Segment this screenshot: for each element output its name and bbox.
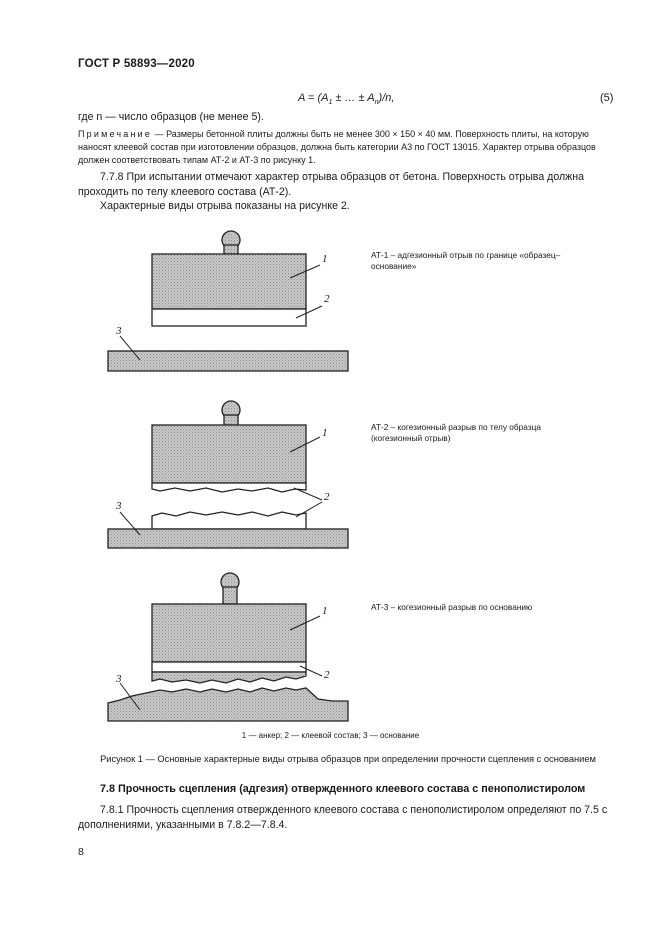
leader-2a	[294, 488, 322, 500]
paragraph-7-7-8: 7.7.8 При испытании отмечают характер отрыва образцов от бетона. Поверхность отрыва должна проходить по телу клеевого состава (АТ-2).	[78, 171, 584, 198]
num-2: 2	[324, 491, 330, 503]
label-at2: АТ-2 – когезионный разрыв по телу образца (когезионный отрыв)	[371, 422, 541, 443]
formula-open: (A	[317, 92, 329, 104]
label-at3: АТ-3 – когезионный разрыв по основанию	[371, 602, 533, 612]
sample-block	[152, 604, 306, 662]
num-2: 2	[324, 669, 330, 681]
figure-legend: 1 — анкер; 2 — клеевой состав; 3 — основание	[241, 731, 420, 740]
formula-number: (5)	[600, 92, 614, 104]
base-slab-damaged	[108, 688, 348, 721]
note-text: — Размеры бетонной плиты должны быть не менее 300 × 150 × 40 мм. Поверхность плиты, на которую наносят клеевой состав при изготовлении образцов, должна быть категории А3 по ГОСТ 13015. Характер отрыва образцов должен соответствовать типам АТ-2 и АТ-3 по рисунку 1.	[78, 129, 596, 165]
formula-eq: =	[308, 92, 315, 104]
sample-block	[152, 425, 306, 483]
num-2: 2	[324, 293, 330, 305]
page-number: 8	[78, 846, 84, 858]
base-slab	[108, 529, 348, 548]
formula-sub1: 1	[328, 99, 333, 107]
adhesive-lower-fragment	[152, 512, 306, 529]
adhesive-layer	[152, 309, 306, 326]
sample-block	[152, 254, 306, 309]
label-at1: АТ-1 – адгезионный отрыв по границе «образец–основание»	[371, 250, 561, 271]
note-word: Примечание	[78, 129, 153, 139]
formula-close: )/n,	[378, 92, 395, 104]
torn-base-fragment	[152, 672, 306, 683]
diagram-at3	[108, 573, 348, 721]
leader-2b	[296, 502, 322, 517]
num-3: 3	[116, 325, 122, 337]
diagram-at2	[108, 401, 348, 548]
adhesive-layer	[152, 662, 306, 672]
base-slab	[108, 351, 348, 371]
num-1: 1	[322, 253, 328, 265]
formula-lhs: A	[298, 92, 305, 104]
num-3: 3	[116, 500, 122, 512]
adhesive-upper-fragment	[152, 483, 306, 492]
anchor-stem	[223, 587, 237, 604]
num-1: 1	[322, 427, 328, 439]
figure-caption: Рисунок 1 — Основные характерные виды отрыва образцов при определении прочности сцепления с основанием	[100, 754, 596, 764]
document-header: ГОСТ Р 58893—2020	[78, 58, 195, 70]
anchor-stem	[224, 245, 238, 254]
where-text: где n — число образцов (не менее 5).	[78, 111, 264, 123]
formula-subn: n	[374, 99, 379, 107]
paragraph-7-8-1: 7.8.1 Прочность сцепления отвержденного клеевого состава с пенополистиролом определяют по 7.5 с дополнениями, указанными в 7.8.2—7.8.4.	[78, 804, 608, 831]
diagram-at1	[108, 231, 348, 371]
paragraph-kinds: Характерные виды отрыва показаны на рисунке 2.	[100, 200, 350, 212]
num-3: 3	[116, 673, 122, 685]
formula-mid: ± … ± A	[332, 92, 375, 104]
anchor-stem	[224, 415, 238, 425]
num-1: 1	[322, 605, 328, 617]
section-heading-7-8: 7.8 Прочность сцепления (адгезия) отвержденного клеевого состава с пенополистиролом	[100, 783, 586, 795]
